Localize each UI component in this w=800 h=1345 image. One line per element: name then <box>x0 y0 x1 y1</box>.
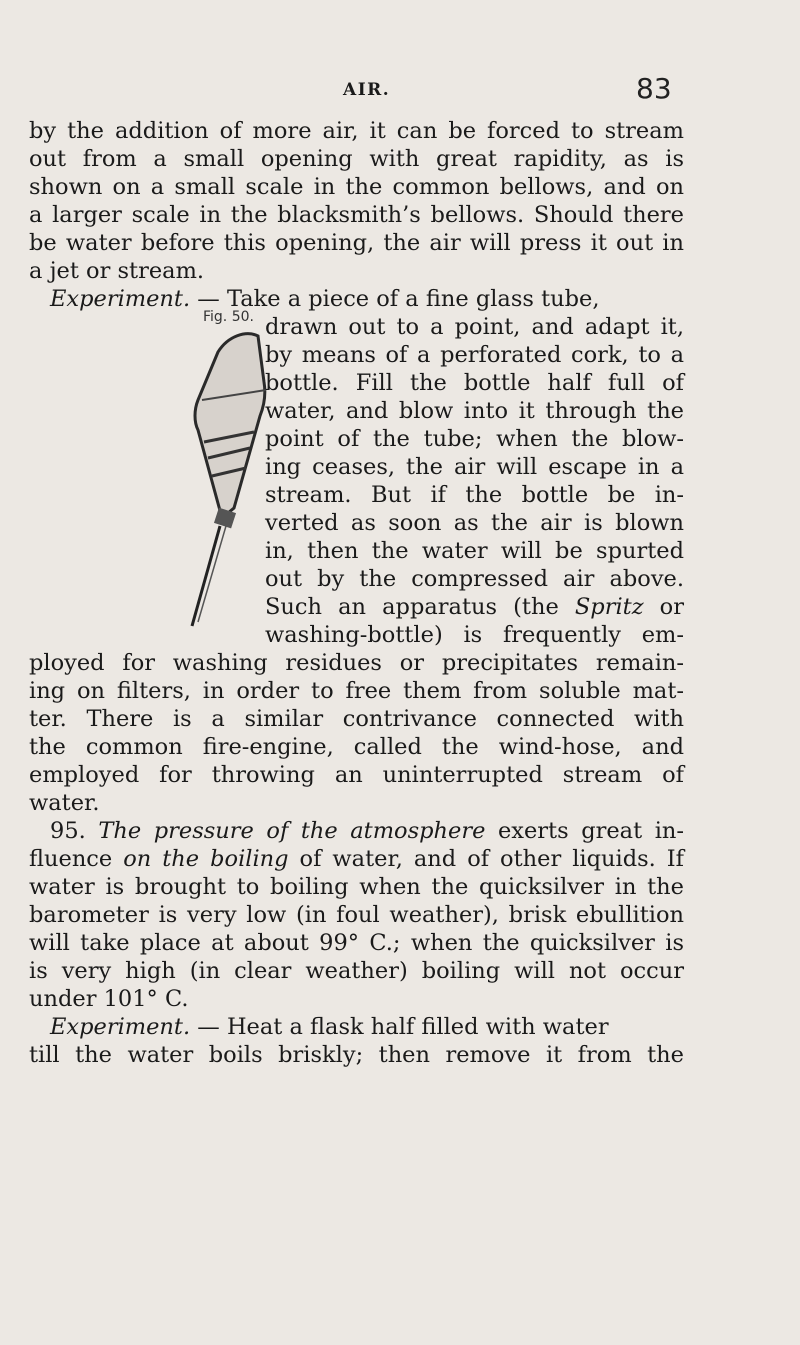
text-line: by means of a perforated cork, to a <box>265 342 684 368</box>
text-line: exerts great in- <box>497 818 684 844</box>
text-line: a jet or stream. <box>29 258 205 284</box>
text-run: of water, and of other liquids. If <box>299 846 685 872</box>
text-line: till the water boils briskly; then remove it from the <box>29 1042 684 1068</box>
text-line: verted as soon as the air is blown <box>265 510 684 536</box>
text-line: out by the compressed air above. <box>265 566 684 592</box>
text-line: under 101° C. <box>29 986 189 1012</box>
text-line: ing on filters, in order to free them from soluble mat- <box>29 678 684 704</box>
text-line: barometer is very low (in foul weather), brisk ebullition <box>29 902 684 928</box>
text-line: employed for throwing an uninterrupted stream of <box>29 762 684 788</box>
spritz-bottle-icon <box>180 330 270 630</box>
figure-50 <box>180 330 270 630</box>
text-line <box>29 845 684 873</box>
em-dash: — <box>190 1014 227 1040</box>
text-line: bottle. Fill the bottle half full of <box>265 370 684 396</box>
text-line: a larger scale in the blacksmith’s bellows. Should there <box>29 202 684 228</box>
experiment-label: Experiment. <box>50 1014 191 1040</box>
page-number: 83 <box>636 72 672 105</box>
text-line: stream. But if the bottle be in- <box>265 482 684 508</box>
em-dash: — <box>190 286 227 312</box>
page-header <box>0 74 800 106</box>
text-line: the common fire-engine, called the wind-hose, and <box>29 734 684 760</box>
text-line: drawn out to a point, and adapt it, <box>265 314 684 340</box>
experiment-heading <box>50 285 599 313</box>
text-line: out from a small opening with great rapidity, as is <box>29 146 684 172</box>
section-heading <box>50 817 684 845</box>
text-line: shown on a small scale in the common bellows, and on <box>29 174 684 200</box>
text-line: by the addition of more air, it can be forced to stream <box>29 118 684 144</box>
italic-term: Spritz <box>574 594 644 620</box>
section-title: The pressure of the atmosphere <box>98 818 486 844</box>
experiment-label: Experiment. <box>50 286 191 312</box>
text-line: ployed for washing residues or precipitates remain- <box>29 650 684 676</box>
text-line: water, and blow into it through the <box>265 398 684 424</box>
text-line: be water before this opening, the air will press it out in <box>29 230 684 256</box>
text-line: ing ceases, the air will escape in a <box>265 454 684 480</box>
text-run: or <box>643 594 684 620</box>
text-line: washing-bottle) is frequently em- <box>265 622 684 648</box>
text-line: point of the tube; when the blow- <box>265 426 684 452</box>
text-line: in, then the water will be spurted <box>265 538 684 564</box>
section-number: 95. <box>50 818 99 844</box>
text-line: ter. There is a similar contrivance connected with <box>29 706 684 732</box>
text-run: fluence <box>29 846 124 872</box>
text-line: is very high (in clear weather) boiling will not occur <box>29 958 684 984</box>
text-line: water. <box>29 790 100 816</box>
figure-label: Fig. 50. <box>203 309 254 325</box>
text-line: will take place at about 99° C.; when the quicksilver is <box>29 930 684 956</box>
italic-term: on the boiling <box>123 846 289 872</box>
text-run: Such an apparatus (the <box>265 594 575 620</box>
experiment-heading <box>50 1013 609 1041</box>
text-line: water is brought to boiling when the quicksilver in the <box>29 874 684 900</box>
text-line: Take a piece of a fine glass tube, <box>226 286 600 312</box>
text-line <box>265 593 684 621</box>
running-head: AIR. <box>343 80 391 100</box>
text-line: Heat a flask half filled with water <box>226 1014 609 1040</box>
